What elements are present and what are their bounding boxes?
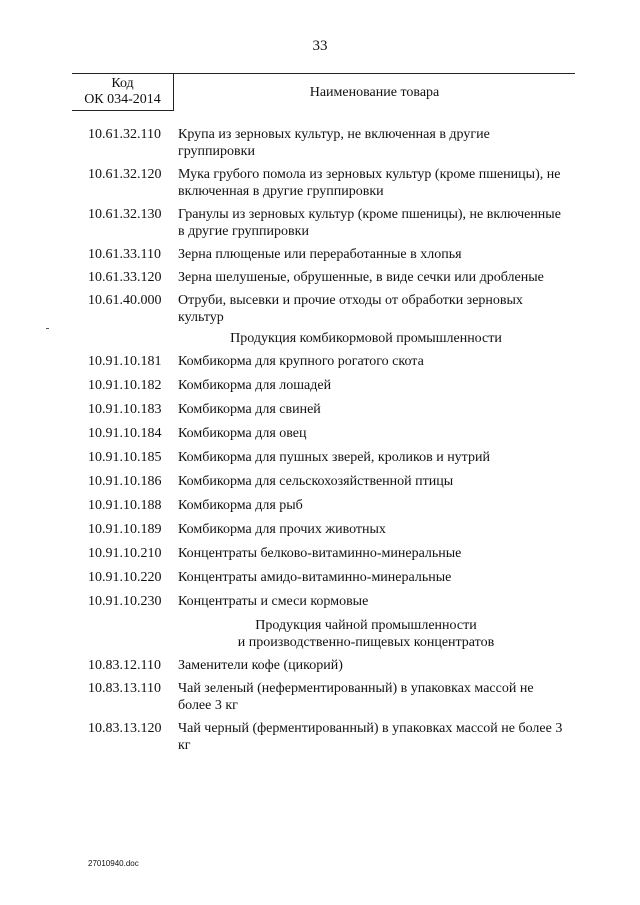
row-code: 10.91.10.220 [88, 570, 162, 585]
header-name-cell: Наименование товара [309, 85, 440, 100]
row-name: Комбикорма для лошадей [178, 378, 332, 393]
row-name: Комбикорма для свиней [178, 402, 321, 417]
header-top-rule [72, 73, 575, 74]
header-code-cell [72, 76, 173, 108]
table-row [0, 497, 640, 514]
row-code: 10.91.10.182 [88, 378, 162, 393]
section-heading: Продукция комбикормовой промышленности [230, 331, 502, 346]
table-row [0, 449, 640, 466]
table-row [0, 269, 640, 286]
row-name: Комбикорма для крупного рогатого скота [178, 354, 424, 369]
table-row [0, 657, 640, 674]
row-code: 10.91.10.181 [88, 354, 162, 369]
row-code: 10.91.10.210 [88, 546, 162, 561]
row-code: 10.61.32.130 [88, 207, 162, 222]
row-name: Отруби, высевки и прочие отходы от обработки зерновых культур [178, 293, 523, 325]
row-name: Комбикорма для овец [178, 426, 307, 441]
section-heading-line: и производственно-пищевых концентратов [237, 635, 495, 650]
table-row [0, 521, 640, 538]
row-code: 10.61.32.120 [88, 167, 162, 182]
page-number: 33 [312, 38, 328, 54]
row-name: Чай черный (ферментированный) в упаковках массой не более 3 кг [178, 721, 563, 753]
row-code: 10.61.33.110 [88, 247, 161, 262]
row-name: Мука грубого помола из зерновых культур (кроме пшеницы), не включенная в другие группировки [178, 167, 561, 199]
row-code: 10.91.10.186 [88, 474, 162, 489]
row-name: Чай зеленый (неферментированный) в упаковках массой не более 3 кг [178, 681, 534, 713]
row-code: 10.91.10.188 [88, 498, 162, 513]
table-row [0, 680, 640, 714]
table-row [0, 401, 640, 418]
row-name: Комбикорма для сельскохозяйственной птицы [178, 474, 454, 489]
row-code: 10.91.10.185 [88, 450, 162, 465]
table-row [0, 720, 640, 754]
table-row [0, 545, 640, 562]
row-name: Гранулы из зерновых культур (кроме пшеницы), не включенные в другие группировки [178, 207, 561, 239]
header-code-label: Код [111, 76, 134, 91]
table-row [0, 569, 640, 586]
table-row [0, 246, 640, 263]
row-code: 10.83.13.120 [88, 721, 162, 736]
table-row [0, 353, 640, 370]
row-name: Зерна шелушеные, обрушенные, в виде сечки или дробленые [178, 270, 544, 285]
row-name: Концентраты и смеси кормовые [178, 594, 369, 609]
row-code: 10.61.33.120 [88, 270, 162, 285]
table-row [0, 473, 640, 490]
section-heading [178, 617, 554, 651]
section-heading-line: Продукция чайной промышленности [255, 618, 477, 633]
row-name: Заменители кофе (цикорий) [178, 658, 343, 673]
row-code: 10.61.40.000 [88, 293, 162, 308]
table-row [0, 126, 640, 160]
row-name: Концентраты амидо-витаминно-минеральные [178, 570, 452, 585]
table-row [0, 292, 640, 326]
row-code: 10.91.10.230 [88, 594, 162, 609]
table-row [0, 377, 640, 394]
row-name: Комбикорма для прочих животных [178, 522, 386, 537]
table-row [0, 425, 640, 442]
row-code: 10.83.13.110 [88, 681, 161, 696]
row-name: Крупа из зерновых культур, не включенная в другие группировки [178, 127, 490, 159]
row-code: 10.91.10.184 [88, 426, 162, 441]
table-row [0, 166, 640, 200]
row-name: Комбикорма для пушных зверей, кроликов и нутрий [178, 450, 490, 465]
row-name: Комбикорма для рыб [178, 498, 303, 513]
row-code: 10.91.10.183 [88, 402, 162, 417]
row-code: 10.61.32.110 [88, 127, 161, 142]
table-row [0, 593, 640, 610]
row-code: 10.91.10.189 [88, 522, 162, 537]
row-name: Зерна плющеные или переработанные в хлопья [178, 247, 462, 262]
header-code-classifier: ОК 034-2014 [84, 92, 161, 107]
product-table [0, 126, 640, 754]
row-name: Концентраты белково-витаминно-минеральные [178, 546, 462, 561]
footer-filename: 27010940.doc [88, 859, 139, 868]
header-bottom-rule [72, 110, 174, 111]
row-code: 10.83.12.110 [88, 658, 161, 673]
table-row [0, 206, 640, 240]
